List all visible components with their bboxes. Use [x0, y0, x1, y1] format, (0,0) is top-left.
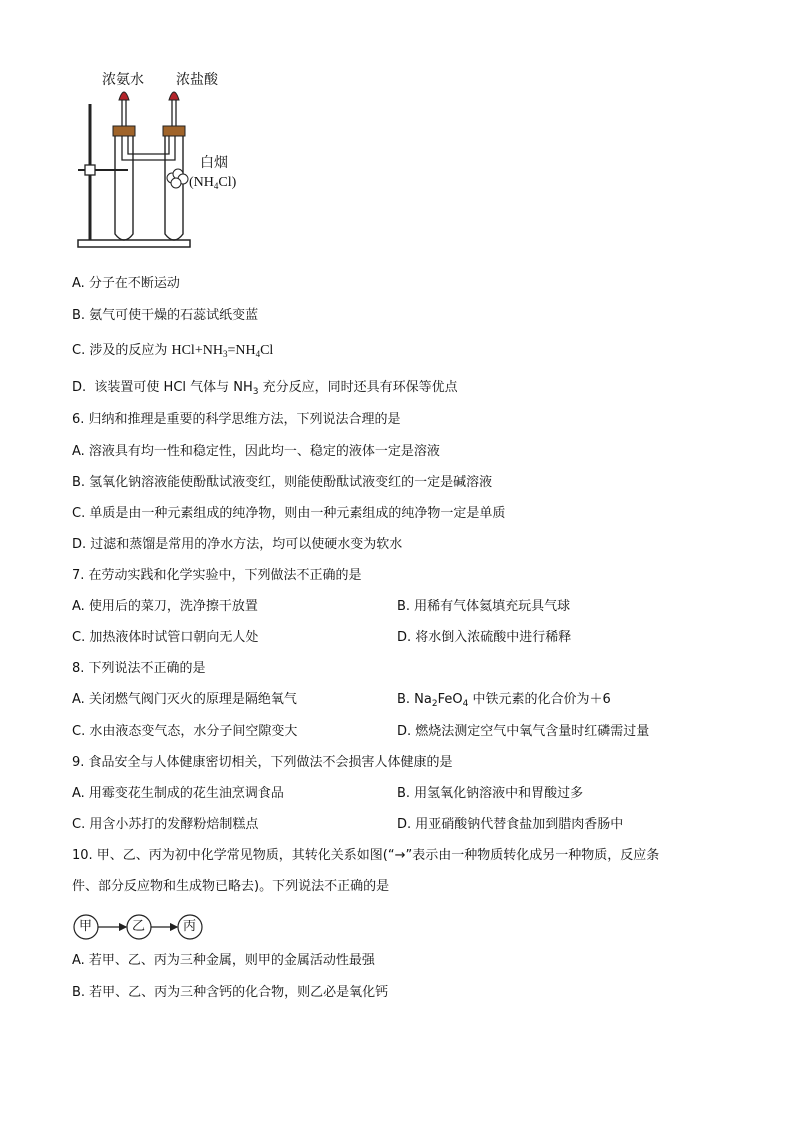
label-white-smoke: 白烟: [200, 155, 228, 171]
q10-option-a: A. 若甲、乙、丙为三种金属，则甲的金属活动性最强: [72, 953, 375, 968]
q9-option-d: D. 用亚硝酸钠代替食盐加到腊肉香肠中: [397, 817, 624, 832]
q7-option-d: D. 将水倒入浓硫酸中进行稀释: [397, 630, 572, 645]
q6-option-c: C. 单质是由一种元素组成的纯净物，则由一种元素组成的纯净物一定是单质: [72, 506, 506, 521]
q9-option-c: C. 用含小苏打的发酵粉焙制糕点: [72, 817, 259, 832]
label-nh4cl: $(NH_4Cl)$: [189, 175, 237, 191]
apparatus-figure: [70, 66, 270, 260]
q6-stem: 6. 归纳和推理是重要的科学思维方法，下列说法合理的是: [72, 412, 401, 427]
q5-option-b: B. 氨气可使干燥的石蕊试纸变蓝: [72, 308, 259, 323]
q10-stem-line1: 10. 甲、乙、丙为初中化学常见物质，其转化关系如图(“→”表示由一种物质转化成另一种物质，反应条: [72, 848, 660, 863]
q5-formula: $HCl+NH_3=NH_4Cl$: [171, 343, 274, 359]
q10-stem-line2: 件、部分反应物和生成物已略去)。下列说法不正确的是: [72, 879, 390, 894]
q6-option-b: B. 氢氧化钠溶液能使酚酞试液变红，则能使酚酞试液变红的一定是碱溶液: [72, 475, 493, 490]
q9-option-b: B. 用氢氧化钠溶液中和胃酸过多: [397, 786, 584, 801]
node-jia-label: 甲: [79, 919, 93, 934]
q5-option-d: D. 该装置可使 HCl 气体与 $NH_3$ 充分反应，同时还具有环保等优点: [72, 380, 458, 397]
q5-option-a: A. 分子在不断运动: [72, 276, 180, 291]
q5-option-c: [72, 343, 273, 359]
q6-option-d: D. 过滤和蒸馏是常用的净水方法，均可以使硬水变为软水: [72, 537, 403, 552]
q9-stem: 9. 食品安全与人体健康密切相关，下列做法不会损害人体健康的是: [72, 755, 453, 770]
q9-option-a: A. 用霉变花生制成的花生油烹调食品: [72, 786, 284, 801]
q7-option-a: A. 使用后的菜刀，洗净擦干放置: [72, 599, 258, 614]
white-smoke-icon: [167, 169, 188, 188]
q7-stem: 7. 在劳动实践和化学实验中，下列做法不正确的是: [72, 568, 362, 583]
q10-option-b: B. 若甲、乙、丙为三种含钙的化合物，则乙必是氧化钙: [72, 985, 389, 1000]
node-yi-label: 乙: [132, 919, 146, 934]
q8-option-a: A. 关闭燃气阀门灭火的原理是隔绝氧气: [72, 692, 297, 707]
q7-option-c: C. 加热液体时试管口朝向无人处: [72, 630, 259, 645]
q8-stem: 8. 下列说法不正确的是: [72, 661, 206, 676]
label-concentrated-hcl: 浓盐酸: [176, 72, 218, 88]
q6-option-a: A. 溶液具有均一性和稳定性，因此均一、稳定的液体一定是溶液: [72, 444, 440, 459]
q5-option-c-text: C. 涉及的反应为: [72, 343, 172, 358]
q8-option-b: B. $Na_2FeO_4$ 中铁元素的化合价为＋6: [397, 692, 611, 709]
ammonia-hcl-apparatus-diagram: [70, 66, 270, 256]
label-concentrated-ammonia: 浓氨水: [102, 72, 144, 88]
q8-option-c: C. 水由液态变气态，水分子间空隙变大: [72, 724, 298, 739]
q8-option-d: D. 燃烧法测定空气中氧气含量时红磷需过量: [397, 724, 650, 739]
node-bing-label: 丙: [183, 919, 197, 934]
q7-option-b: B. 用稀有气体氦填充玩具气球: [397, 599, 571, 614]
